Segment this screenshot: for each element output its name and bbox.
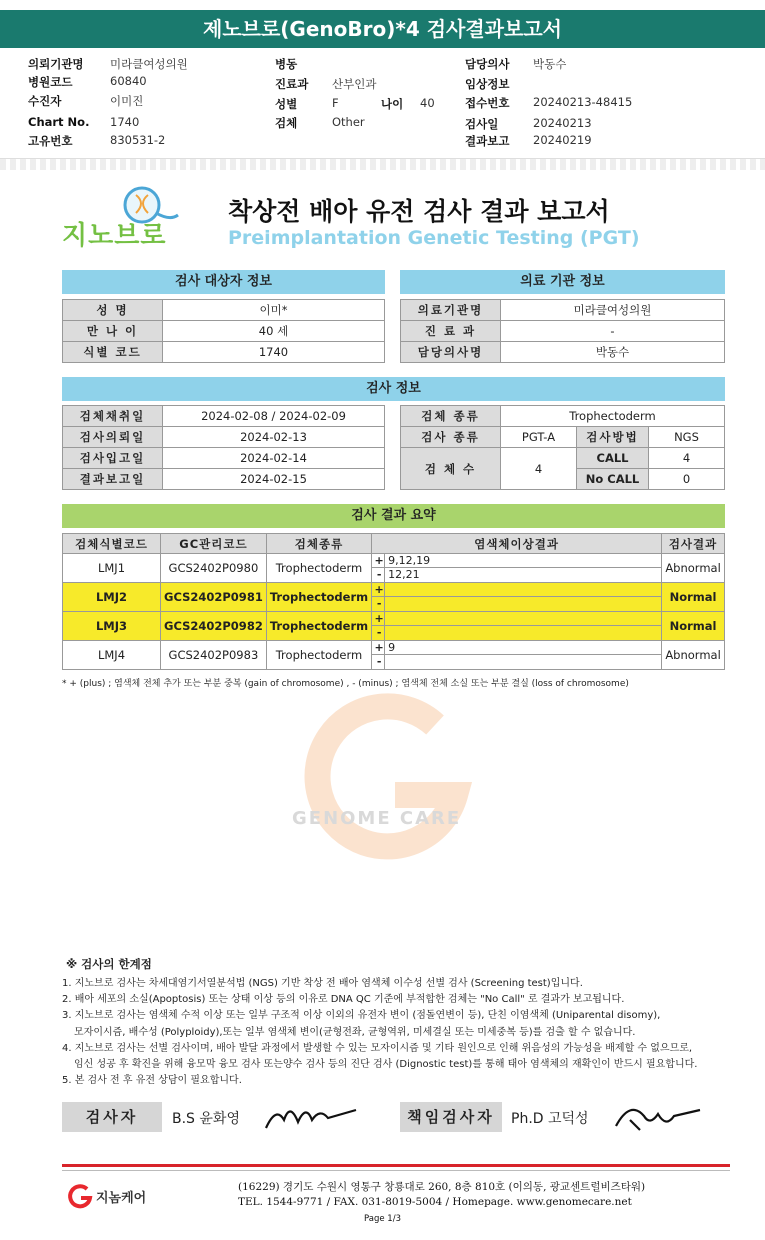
genome-care-watermark-icon (285, 685, 495, 865)
header-value: 1740 (110, 115, 140, 129)
table-row (63, 554, 725, 583)
column-header: 검사결과 (662, 534, 725, 554)
subject-section-header: 검사 대상자 정보 (62, 270, 385, 294)
table-row (63, 641, 725, 670)
header-value: 이미진 (110, 94, 144, 108)
header-value: 박동수 (533, 57, 567, 71)
limitation-item: 3. 지노브로 검사는 염색체 수적 이상 또는 일부 구조적 이상 이외의 유전자 변이 (점돌연변이 등), 단친 이염색체 (Uniparental disomy), (62, 1010, 661, 1022)
limitation-item: 5. 본 검사 전 후 유전 상담이 필요합니다. (62, 1075, 242, 1087)
field-value: 2024-02-15 (163, 469, 385, 490)
gain-chromosomes: 9 (388, 641, 396, 654)
column-header: 검체식별코드 (63, 534, 161, 554)
header-label: 접수번호 (465, 96, 510, 110)
field-label: 진 료 과 (401, 321, 501, 342)
field-value: 2024-02-14 (163, 448, 385, 469)
subject-table (62, 299, 385, 363)
field-value: 1740 (163, 342, 385, 363)
header-value: 미라클여성의원 (110, 57, 188, 71)
gc-code: GCS2402P0980 (161, 554, 267, 583)
table-header-row (63, 534, 725, 554)
gain-chromosomes: 9,12,19 (388, 554, 431, 567)
institution-section-header: 의료 기관 정보 (400, 270, 725, 294)
chief-signature-icon (610, 1096, 705, 1136)
address-line: (16229) 경기도 수원시 영통구 창룡대로 260, 8층 810호 (이의동, 광교센트럴비즈타워) (238, 1181, 646, 1193)
genobro-logo (62, 185, 182, 250)
header-label: 임상정보 (465, 77, 510, 91)
table-row (401, 448, 725, 469)
column-header: 염색체이상결과 (372, 534, 662, 554)
table-row (63, 448, 385, 469)
limitation-item: 임신 성공 후 확진을 위해 융모막 융모 검사 또는양수 검사 등의 진단 검사 (Dignostic test)를 통해 태아 염색체의 재확인이 반드시 필요합니다. (74, 1059, 698, 1071)
field-label: 담당의사명 (401, 342, 501, 363)
specimen-type: Trophectoderm (266, 583, 371, 612)
limitation-item: 모자이시즘, 배수성 (Polyploidy),또는 일부 염색체 변이(균형전좌, 균형역위, 미세결실 또는 미세중복 등)를 검출 할 수 없습니다. (74, 1026, 636, 1038)
field-value: 2024-02-08 / 2024-02-09 (163, 406, 385, 427)
limitations-title: ※ 검사의 한계점 (66, 957, 152, 971)
field-label: 검사 종류 (401, 427, 501, 448)
specimen-type: Trophectoderm (266, 641, 371, 670)
header-label: 성별 (275, 97, 298, 111)
table-row (63, 342, 385, 363)
order-header (0, 52, 765, 152)
limitation-item: 1. 지노브로 검사는 차세대염기서열분석법 (NGS) 기반 착상 전 배아 염색체 이수성 선별 검사 (Screening test)입니다. (62, 978, 583, 989)
header-label: 병원코드 (28, 75, 73, 89)
test-result: Abnormal (662, 641, 725, 670)
header-label: Chart No. (28, 115, 90, 129)
field-label: 결과보고일 (63, 469, 163, 490)
field-value: 이미* (163, 300, 385, 321)
results-table (62, 533, 725, 670)
table-row (63, 612, 725, 641)
field-value: - (501, 321, 725, 342)
chief-label: 책임검사자 (400, 1102, 502, 1132)
plus-sign: + (374, 641, 384, 654)
header-label: 진료과 (275, 77, 309, 91)
table-row (63, 427, 385, 448)
field-value: 2024-02-13 (163, 427, 385, 448)
header-label: 결과보고 (465, 134, 510, 148)
gc-code: GCS2402P0983 (161, 641, 267, 670)
institution-table (400, 299, 725, 363)
header-value: 20240219 (533, 133, 592, 147)
company-name: 지놈케어 (96, 1191, 147, 1206)
specimen-type: Trophectoderm (266, 554, 371, 583)
minus-sign: - (374, 568, 385, 582)
field-label: 식별 코드 (63, 342, 163, 363)
page-number: Page 1/3 (364, 1214, 401, 1224)
gc-code: GCS2402P0981 (161, 583, 267, 612)
minus-sign: - (374, 655, 385, 669)
specimen-id: LMJ3 (63, 612, 161, 641)
chromosome-abnormality (372, 583, 662, 612)
specimen-id: LMJ1 (63, 554, 161, 583)
test-result: Normal (662, 583, 725, 612)
chromosome-abnormality (372, 641, 662, 670)
plus-sign: + (374, 612, 384, 625)
footer-red-line (62, 1164, 730, 1167)
loss-chromosomes: 12,21 (388, 568, 420, 581)
field-value: Trophectoderm (501, 406, 725, 427)
header-label: 나이 (381, 97, 404, 111)
limitation-item: 4. 지노브로 검사는 선별 검사이며, 배아 발달 과정에서 발생할 수 있는 모자이시즘 및 기타 원인으로 인해 위음성의 가능성을 배제할 수 없으므로, (62, 1042, 693, 1054)
header-divider (0, 158, 765, 170)
header-value: 830531-2 (110, 133, 166, 147)
test-info-section-header: 검사 정보 (62, 377, 725, 401)
chief-name: Ph.D 고덕성 (511, 1111, 589, 1127)
minus-sign: - (374, 626, 385, 640)
field-value: 미라클여성의원 (501, 300, 725, 321)
report-top-title: 제노브로(GenoBro)*4 검사결과보고서 (0, 10, 765, 48)
header-value: 산부인과 (332, 77, 377, 91)
chromosome-abnormality (372, 554, 662, 583)
field-value: NGS (649, 427, 725, 448)
field-value: 40 세 (163, 321, 385, 342)
header-label: 검사일 (465, 117, 499, 131)
watermark-text: GENOME CARE (292, 808, 462, 829)
tester-name: B.S 윤화영 (172, 1111, 240, 1127)
footer-gray-line (62, 1170, 730, 1171)
header-label: 병동 (275, 57, 298, 71)
chromosome-abnormality (372, 612, 662, 641)
header-label: 의뢰기관명 (28, 57, 84, 71)
table-row (401, 406, 725, 427)
field-label: 성 명 (63, 300, 163, 321)
table-row (63, 321, 385, 342)
tester-signature-icon (262, 1098, 362, 1134)
table-row (401, 321, 725, 342)
header-label: 고유번호 (28, 134, 73, 148)
table-row (63, 583, 725, 612)
field-value: 0 (649, 469, 725, 490)
header-label: 검체 (275, 116, 298, 130)
summary-section-header: 검사 결과 요약 (62, 504, 725, 528)
table-row (401, 300, 725, 321)
test-dates-table (62, 405, 385, 490)
table-row (63, 300, 385, 321)
limitations-list (62, 976, 732, 1089)
field-value: 4 (501, 448, 577, 490)
company-address (238, 1180, 645, 1210)
field-value: PGT-A (501, 427, 577, 448)
field-value: 박동수 (501, 342, 725, 363)
contact-line: TEL. 1544-9771 / FAX. 031-8019-5004 / Homepage. www.genomecare.net (238, 1196, 632, 1208)
limitation-item: 2. 배아 세포의 소실(Apoptosis) 또는 상태 이상 등의 이유로 DNA QC 기준에 부적합한 검체는 "No Call" 로 결과가 보고됩니다. (62, 994, 625, 1006)
field-label: 의료기관명 (401, 300, 501, 321)
specimen-id: LMJ2 (63, 583, 161, 612)
table-row (401, 342, 725, 363)
field-label: 검사의뢰일 (63, 427, 163, 448)
header-value: 20240213-48415 (533, 95, 633, 109)
tester-label: 검사자 (62, 1102, 162, 1132)
header-label: 수진자 (28, 94, 62, 108)
gc-code: GCS2402P0982 (161, 612, 267, 641)
table-row (63, 469, 385, 490)
table-row (63, 406, 385, 427)
field-label: No CALL (577, 469, 649, 490)
logo-text: 지노브로 (62, 221, 167, 251)
table-row (401, 427, 725, 448)
column-header: 검체종류 (266, 534, 371, 554)
specimen-id: LMJ4 (63, 641, 161, 670)
header-value: 60840 (110, 74, 147, 88)
report-title: 착상전 배아 유전 검사 결과 보고서 (228, 197, 610, 226)
header-label: 담당의사 (465, 57, 510, 71)
header-value: 20240213 (533, 116, 592, 130)
field-label: 검체 종류 (401, 406, 501, 427)
plus-sign: + (374, 554, 384, 567)
footnote: * + (plus) ; 염색체 전체 추가 또는 부분 중복 (gain of chromosome) , - (minus) ; 염색체 전체 소실 또는 부분 결실 (loss of chromosome) (62, 679, 629, 689)
test-result: Normal (662, 612, 725, 641)
field-label: 검사방법 (577, 427, 649, 448)
minus-sign: - (374, 597, 385, 611)
test-result: Abnormal (662, 554, 725, 583)
field-label: CALL (577, 448, 649, 469)
field-value: 4 (649, 448, 725, 469)
header-value: 40 (420, 96, 435, 110)
field-label: 검사입고일 (63, 448, 163, 469)
column-header: GC관리코드 (161, 534, 267, 554)
plus-sign: + (374, 583, 384, 596)
field-label: 검체채취일 (63, 406, 163, 427)
header-value: F (332, 96, 339, 110)
test-spec-table (400, 405, 725, 490)
genomecare-logo-icon (66, 1182, 94, 1210)
field-label: 검 체 수 (401, 448, 501, 490)
field-label: 만 나 이 (63, 321, 163, 342)
report-subtitle: Preimplantation Genetic Testing (PGT) (228, 227, 640, 249)
header-value: Other (332, 115, 365, 129)
specimen-type: Trophectoderm (266, 612, 371, 641)
